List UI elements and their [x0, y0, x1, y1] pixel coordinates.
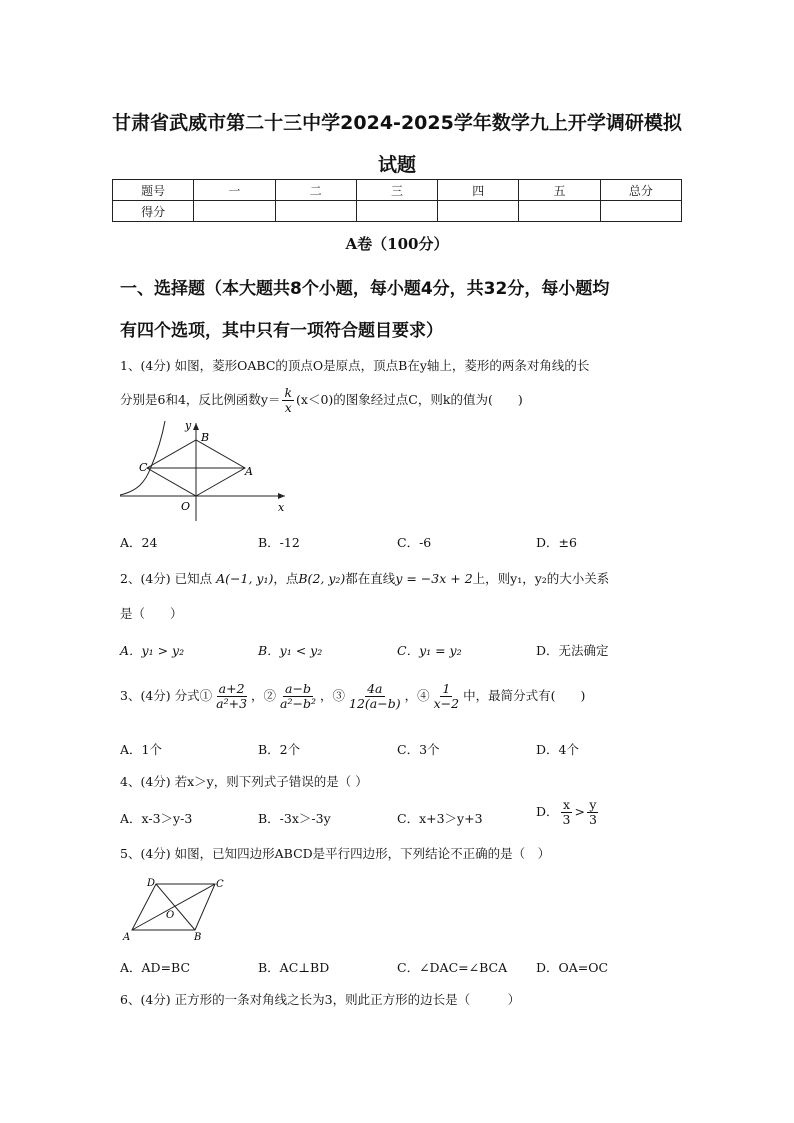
label-o: O	[166, 910, 175, 921]
score-input-cell[interactable]	[356, 201, 437, 222]
q4-d-gt: >	[574, 803, 585, 819]
q5-option-c[interactable]: C．∠DAC=∠BCA	[397, 960, 508, 975]
q3-frac2-num: a−b	[285, 681, 311, 696]
q1-line1: 1、(4分) 如图，菱形OABC的顶点O是原点，顶点B在y轴上，菱形的两条对角线的长	[120, 358, 590, 373]
x-axis-arrow	[278, 493, 285, 499]
q2-line-eq: y = −3x + 2	[395, 571, 473, 586]
label-x: x	[278, 501, 285, 514]
score-table	[112, 179, 682, 222]
q4-d-frac1-den: 3	[562, 811, 571, 827]
q2-pre: 2、(4分) 已知点	[120, 571, 213, 586]
score-row-label: 得分	[113, 201, 194, 222]
q3-option-d[interactable]: D．4个	[536, 742, 579, 757]
label-a: A	[123, 932, 131, 943]
q3-option-a[interactable]: A．1个	[120, 742, 162, 757]
hyperbola-curve	[120, 421, 165, 495]
exam-title-line1: 甘肃省武威市第二十三中学2024-2025学年数学九上开学调研模拟	[112, 112, 682, 134]
q3-pre: 3、(4分) 分式①	[120, 687, 213, 703]
q2-option-c[interactable]: C．y₁ = y₂	[397, 643, 462, 658]
part1-heading-line2: 有四个选项，其中只有一项符合题目要求）	[120, 321, 443, 341]
label-b: B	[201, 431, 210, 444]
q3-line	[120, 682, 585, 711]
q3-frac4-den: x−2	[433, 695, 460, 711]
q3-frac3-den: 12(a−b)	[349, 695, 401, 711]
exam-title-line2: 试题	[377, 154, 416, 176]
q2-mid2: 都在直线	[345, 571, 396, 586]
q3-option-c[interactable]: C．3个	[397, 742, 440, 757]
q4-option-b[interactable]: B．-3x＞-3y	[258, 811, 331, 826]
q3-option-b[interactable]: B．2个	[258, 742, 301, 757]
label-y: y	[185, 419, 192, 432]
score-input-cell[interactable]	[519, 201, 600, 222]
q3-frac1-num: a+2	[218, 681, 245, 696]
section-a-heading: A卷（100分）	[345, 235, 449, 253]
score-header-cell: 题号	[113, 180, 194, 201]
label-b: B	[194, 932, 202, 943]
q2-point-a: A(−1, y₁)	[216, 571, 274, 586]
score-input-cell[interactable]	[275, 201, 356, 222]
label-a: A	[245, 465, 253, 478]
q1-frac-num: k	[284, 385, 293, 400]
q3-post: 中，最简分式有( )	[463, 687, 586, 703]
score-header-cell: 总分	[600, 180, 681, 201]
q4-d-frac1	[561, 798, 573, 827]
q4-text: 4、(4分) 若x＞y，则下列式子错误的是（ ）	[120, 774, 368, 789]
q3-sep2: ，②	[251, 687, 277, 703]
q3-frac4	[432, 682, 461, 711]
q4-d-frac1-num: x	[562, 797, 571, 812]
q2-mid: ，点	[273, 571, 299, 586]
score-input-cell[interactable]	[194, 201, 275, 222]
q2-line1	[120, 569, 609, 587]
q4-option-c[interactable]: C．x+3＞y+3	[397, 811, 483, 826]
q2-point-b: B(2, y₂)	[298, 571, 346, 586]
q5-option-d[interactable]: D．OA=OC	[536, 960, 609, 975]
diagonal-bd	[156, 884, 195, 930]
q4-option-d-prefix: D．	[536, 803, 559, 819]
q1-rhombus-figure	[115, 415, 295, 525]
q2-line2: 是（ ）	[120, 606, 183, 621]
score-header-cell: 四	[438, 180, 519, 201]
label-c: C	[216, 879, 224, 890]
q5-parallelogram-figure	[118, 874, 228, 944]
q3-frac1	[214, 682, 249, 711]
q4-d-frac2	[587, 798, 599, 827]
q4-option-d[interactable]	[536, 798, 601, 827]
q2-option-d[interactable]: D．无法确定	[536, 643, 609, 658]
q1-frac-den: x	[284, 399, 292, 415]
q3-frac2-den: a²−b²	[280, 695, 316, 711]
score-header-cell: 一	[194, 180, 275, 201]
q4-option-a[interactable]: A．x-3＞y-3	[120, 811, 193, 826]
q4-d-frac2-den: 3	[588, 811, 597, 827]
y-axis-arrow	[193, 423, 199, 430]
q6-text: 6、(4分) 正方形的一条对角线之长为3，则此正方形的边长是（ ）	[120, 992, 521, 1007]
score-header-cell: 二	[275, 180, 356, 201]
q2-option-b[interactable]: B．y₁ < y₂	[258, 643, 323, 658]
q3-frac3	[347, 682, 403, 711]
q1-option-b[interactable]: B．-12	[258, 535, 300, 550]
label-o: O	[181, 500, 191, 513]
q1-option-a[interactable]: A．24	[120, 535, 158, 550]
q3-sep4: ，④	[404, 687, 430, 703]
q1-option-c[interactable]: C．-6	[397, 535, 432, 550]
q2-post: 上，则y₁，y₂的大小关系	[472, 571, 610, 586]
q5-text: 5、(4分) 如图，已知四边形ABCD是平行四边形，下列结论不正确的是（ ）	[120, 846, 551, 861]
q3-frac3-num: 4a	[367, 681, 383, 696]
score-table-header-row	[113, 180, 682, 201]
q5-option-a[interactable]: A．AD=BC	[120, 960, 191, 975]
q1-option-d[interactable]: D．±6	[536, 535, 577, 550]
q1-fraction	[282, 386, 294, 415]
score-header-cell: 三	[356, 180, 437, 201]
q5-option-b[interactable]: B．AC⊥BD	[258, 960, 330, 975]
score-input-cell[interactable]	[438, 201, 519, 222]
q1-line2-pre: 分别是6和4，反比例函数y＝	[120, 391, 281, 407]
q3-frac2	[278, 682, 318, 711]
label-d: D	[147, 878, 156, 889]
q3-sep3: ，③	[320, 687, 346, 703]
label-c: C	[139, 461, 148, 474]
score-input-cell[interactable]	[600, 201, 681, 222]
score-table-score-row	[113, 201, 682, 222]
q1-line2-post: (x＜0)的图象经过点C，则k的值为( )	[296, 391, 523, 407]
q1-line2	[120, 386, 523, 415]
q4-d-frac2-num: y	[589, 797, 597, 812]
q2-option-a[interactable]: A．y₁ > y₂	[120, 643, 185, 658]
score-header-cell: 五	[519, 180, 600, 201]
q3-frac4-num: 1	[442, 681, 451, 696]
q3-frac1-den: a²+3	[216, 695, 248, 711]
part1-heading-line1: 一、选择题（本大题共8个小题，每小题4分，共32分，每小题均	[120, 279, 610, 299]
